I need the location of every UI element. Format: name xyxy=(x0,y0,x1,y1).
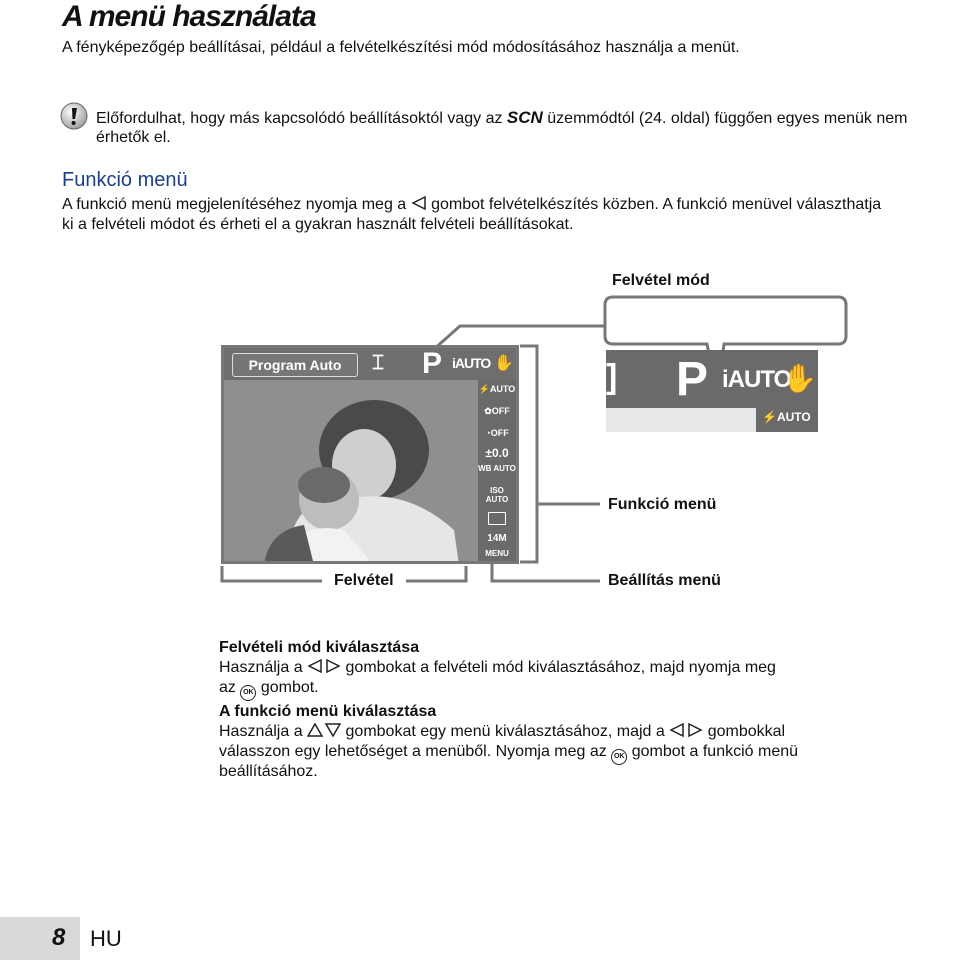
label-shooting: Felvétel xyxy=(334,572,394,589)
ok-button-icon: OK xyxy=(611,749,627,765)
lcd-screen xyxy=(221,345,519,564)
function-menu-column xyxy=(478,380,516,564)
drive-mode-icon[interactable] xyxy=(488,512,506,525)
zoom-iauto-icon: iAUTO xyxy=(722,366,792,393)
instruction-para-1-line2 xyxy=(219,678,319,701)
stabilizer-mode-icon[interactable]: ✋ xyxy=(494,355,514,372)
text: Használja a xyxy=(219,723,303,740)
instruction-para-2-line1 xyxy=(219,722,785,742)
program-mode-icon[interactable]: P xyxy=(422,347,443,380)
label-shooting-mode: Felvétel mód xyxy=(612,272,710,289)
zoom-view xyxy=(606,350,818,432)
language-code: HU xyxy=(90,926,122,951)
sample-photo xyxy=(224,380,479,564)
note-text-before: Előfordulhat, hogy más kapcsolódó beállításoktól vagy az xyxy=(96,110,503,127)
zoom-stabilizer-icon: ✋ xyxy=(782,363,817,394)
image-size-icon[interactable]: 14M xyxy=(487,533,507,544)
text: gombokkal xyxy=(707,723,786,740)
para-text-before: A funkció menü megjelenítéséhez nyomja meg a xyxy=(62,196,407,213)
scene-mode-icon: ⌶ xyxy=(372,352,384,374)
para-text-after: gombot felvételkészítés közben. A funkció menüvel választhatja xyxy=(431,196,882,213)
note-text-after: üzemmódtól (24. oldal) függően egyes menük nem xyxy=(547,110,908,127)
instruction-para-2-line3: beállításához. xyxy=(219,763,318,780)
text: gombokat a felvételi mód kiválasztásához, majd nyomja meg xyxy=(345,659,776,676)
flash-auto-icon[interactable]: ⚡AUTO xyxy=(478,384,516,394)
zoom-flash-icon: ⚡AUTO xyxy=(762,410,811,424)
section-heading: Funkció menü xyxy=(62,169,188,191)
note-line2: érhetők el. xyxy=(96,129,171,146)
label-function-menu: Funkció menü xyxy=(608,496,717,513)
up-down-arrows-icon xyxy=(307,723,341,737)
text: válasszon egy lehetőséget a menüből. Nyomja meg az xyxy=(219,743,607,760)
left-right-arrows-icon xyxy=(307,659,341,673)
section-para-line2: ki a felvételi módot és érheti el a gyakran használt felvételi beállításokat. xyxy=(62,216,574,233)
text: gombokat egy menü kiválasztásához, majd a xyxy=(345,723,665,740)
zoom-scene-fragment: ] xyxy=(606,358,618,396)
intro-text: A fényképezőgép beállításai, például a felvételkészítési mód módosításához használja a menüt. xyxy=(62,39,740,56)
scn-mode-icon: SCN xyxy=(506,108,543,127)
page-title: A menü használata xyxy=(62,0,316,33)
text: gombot a funkció menü xyxy=(631,743,799,760)
zoom-program-icon: P xyxy=(676,353,709,406)
instruction-para-1-line1 xyxy=(219,658,776,678)
text: Használja a xyxy=(219,659,303,676)
instruction-heading-1: Felvételi mód kiválasztása xyxy=(219,639,420,656)
text: az xyxy=(219,679,236,696)
self-timer-off-icon[interactable]: ◔OFF xyxy=(485,428,509,438)
page-number-tab xyxy=(0,917,80,960)
white-balance-icon[interactable]: WB AUTO xyxy=(478,464,516,473)
label-settings-menu: Beállítás menü xyxy=(608,572,721,589)
exposure-comp-icon[interactable]: ±0.0 xyxy=(485,446,509,460)
iso-icon[interactable]: ISO AUTO xyxy=(485,486,509,504)
menu-icon[interactable]: MENU xyxy=(485,549,509,558)
ok-button-icon: OK xyxy=(240,685,256,701)
macro-off-icon[interactable]: ✿OFF xyxy=(484,406,510,416)
iauto-mode-icon[interactable]: iAUTO xyxy=(452,355,491,371)
instruction-heading-2: A funkció menü kiválasztása xyxy=(219,703,437,720)
mode-name-label: Program Auto xyxy=(232,353,358,377)
text: gombot. xyxy=(260,679,319,696)
left-right-arrows-icon xyxy=(669,723,703,737)
page-number: 8 xyxy=(52,924,66,951)
